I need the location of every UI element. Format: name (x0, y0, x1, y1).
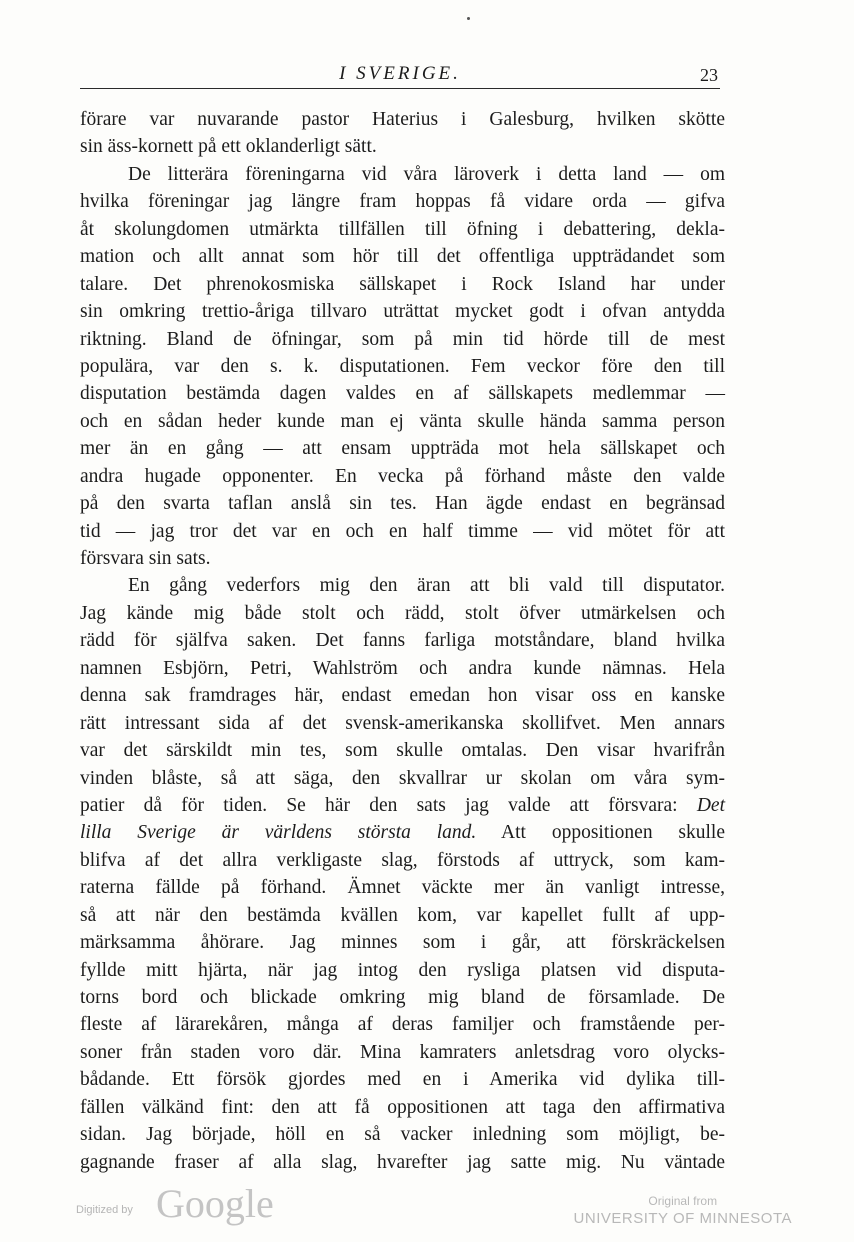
text-line: denna sak framdrages här, endast emedan hon visar oss en kanske (80, 685, 725, 707)
text-line: så att när den bestämda kvällen kom, var kapellet fullt af upp- (80, 904, 725, 926)
text-line: och en sådan heder kunde man ej vänta skulle hända samma person (80, 410, 725, 432)
running-header (80, 58, 720, 89)
text-line: rädd för själfva saken. Det fanns farliga motståndare, bland hvilka (80, 630, 725, 652)
text-line: torns bord och blickade omkring mig bland de församlade. De (80, 987, 725, 1008)
text-line: märksamma åhörare. Jag minnes som i går, att förskräckelsen (80, 932, 725, 954)
text-line: talare. Det phrenokosmiska sällskapet i Rock Island har under (80, 273, 725, 295)
text-line: fyllde mitt hjärta, när jag intog den rysliga platsen vid disputa- (80, 959, 725, 981)
text-line: åt skolungdomen utmärkta tillfällen till öfning i debattering, dekla- (80, 218, 725, 240)
text-line: hvilka föreningar jag längre fram hoppas få vidare orda — gifva (80, 191, 725, 213)
text-line: namnen Esbjörn, Petri, Wahlström och andra kunde nämnas. Hela (80, 657, 725, 679)
text-line: var det särskildt min tes, som skulle omtalas. Den visar hvarifrån (80, 740, 725, 762)
text-line: andra hugade opponenter. En vecka på förhand måste den valde (80, 465, 725, 487)
digitized-by-label: Digitized by (76, 1204, 133, 1216)
text-line: mation och allt annat som hör till det offentliga uppträdandet som (80, 246, 725, 268)
text-line: Jag kände mig både stolt och rädd, stolt öfver utmärkelsen och (80, 602, 725, 624)
text-line: soner från staden voro där. Mina kamraters anletsdrag voro olycks- (80, 1041, 725, 1063)
text-line: lilla Sverige är världens största land. Att oppositionen skulle (80, 822, 725, 844)
institution-label: UNIVERSITY OF MINNESOTA (573, 1210, 792, 1227)
text-line: gagnande fraser af alla slag, hvarefter jag satte mig. Nu väntade (80, 1151, 725, 1173)
text-line: populära, var den s. k. disputationen. Fem veckor före den till (80, 355, 725, 377)
text-line: fleste af lärarekåren, många af deras familjer och framstående per- (80, 1014, 725, 1036)
running-title: I SVERIGE. (339, 63, 461, 84)
text-line: blifva af det allra verkligaste slag, förstods af uttryck, som kam- (80, 849, 725, 871)
text-line: rätt intressant sida af det svensk-amerikanska skollifvet. Men annars (80, 712, 725, 734)
text-line: De litterära föreningarna vid våra läroverk i detta land — om (128, 163, 725, 185)
text-line: disputation bestämda dagen valdes en af sällskapets medlemmar — (80, 383, 725, 405)
text-line: vinden blåste, så att säga, den skvallrar ur skolan om våra sym- (80, 767, 725, 789)
text-line: sin äss-kornett på ett oklanderligt sätt. (80, 136, 377, 158)
text-line: på den svarta taflan anslå sin tes. Han ägde endast en begränsad (80, 493, 725, 515)
text-line: En gång vederfors mig den äran att bli vald till disputator. (128, 575, 725, 597)
original-from-label: Original from (648, 1194, 718, 1208)
text-line: patier då för tiden. Se här den sats jag valde att försvara: Det (80, 794, 725, 816)
italic-thesis: Det (696, 794, 725, 816)
text-line: fällen välkänd fint: den att få oppositionen att taga den affirmativa (80, 1096, 725, 1118)
speck-mark (467, 17, 470, 20)
body-text (80, 106, 725, 1176)
text-line: tid — jag tror det var en och en half timme — vid mötet för att (80, 520, 725, 542)
text-line: försvara sin sats. (80, 548, 211, 569)
text-line: sidan. Jag började, höll en så vacker inledning som möjligt, be- (80, 1124, 725, 1146)
source-watermark (574, 1194, 792, 1230)
text-line: mer än en gång — att ensam uppträda mot hela sällskapet och (80, 438, 725, 460)
italic-thesis: lilla Sverige är världens största land. (80, 822, 477, 844)
text-line: raterna fällde på förhand. Ämnet väckte mer än vanligt intresse, (80, 877, 725, 899)
text-line: riktning. Bland de öfningar, som på min tid hörde till de mest (80, 328, 725, 350)
google-logo: Google (156, 1181, 274, 1226)
page-number: 23 (700, 65, 718, 85)
text-line: sin omkring trettio-åriga tillvaro uträttat mycket godt i ofvan antydda (80, 301, 725, 323)
text-line: förare var nuvarande pastor Haterius i Galesburg, hvilken skötte (80, 109, 725, 130)
text-line: bådande. Ett försök gjordes med en i Amerika vid dylika till- (80, 1069, 725, 1091)
